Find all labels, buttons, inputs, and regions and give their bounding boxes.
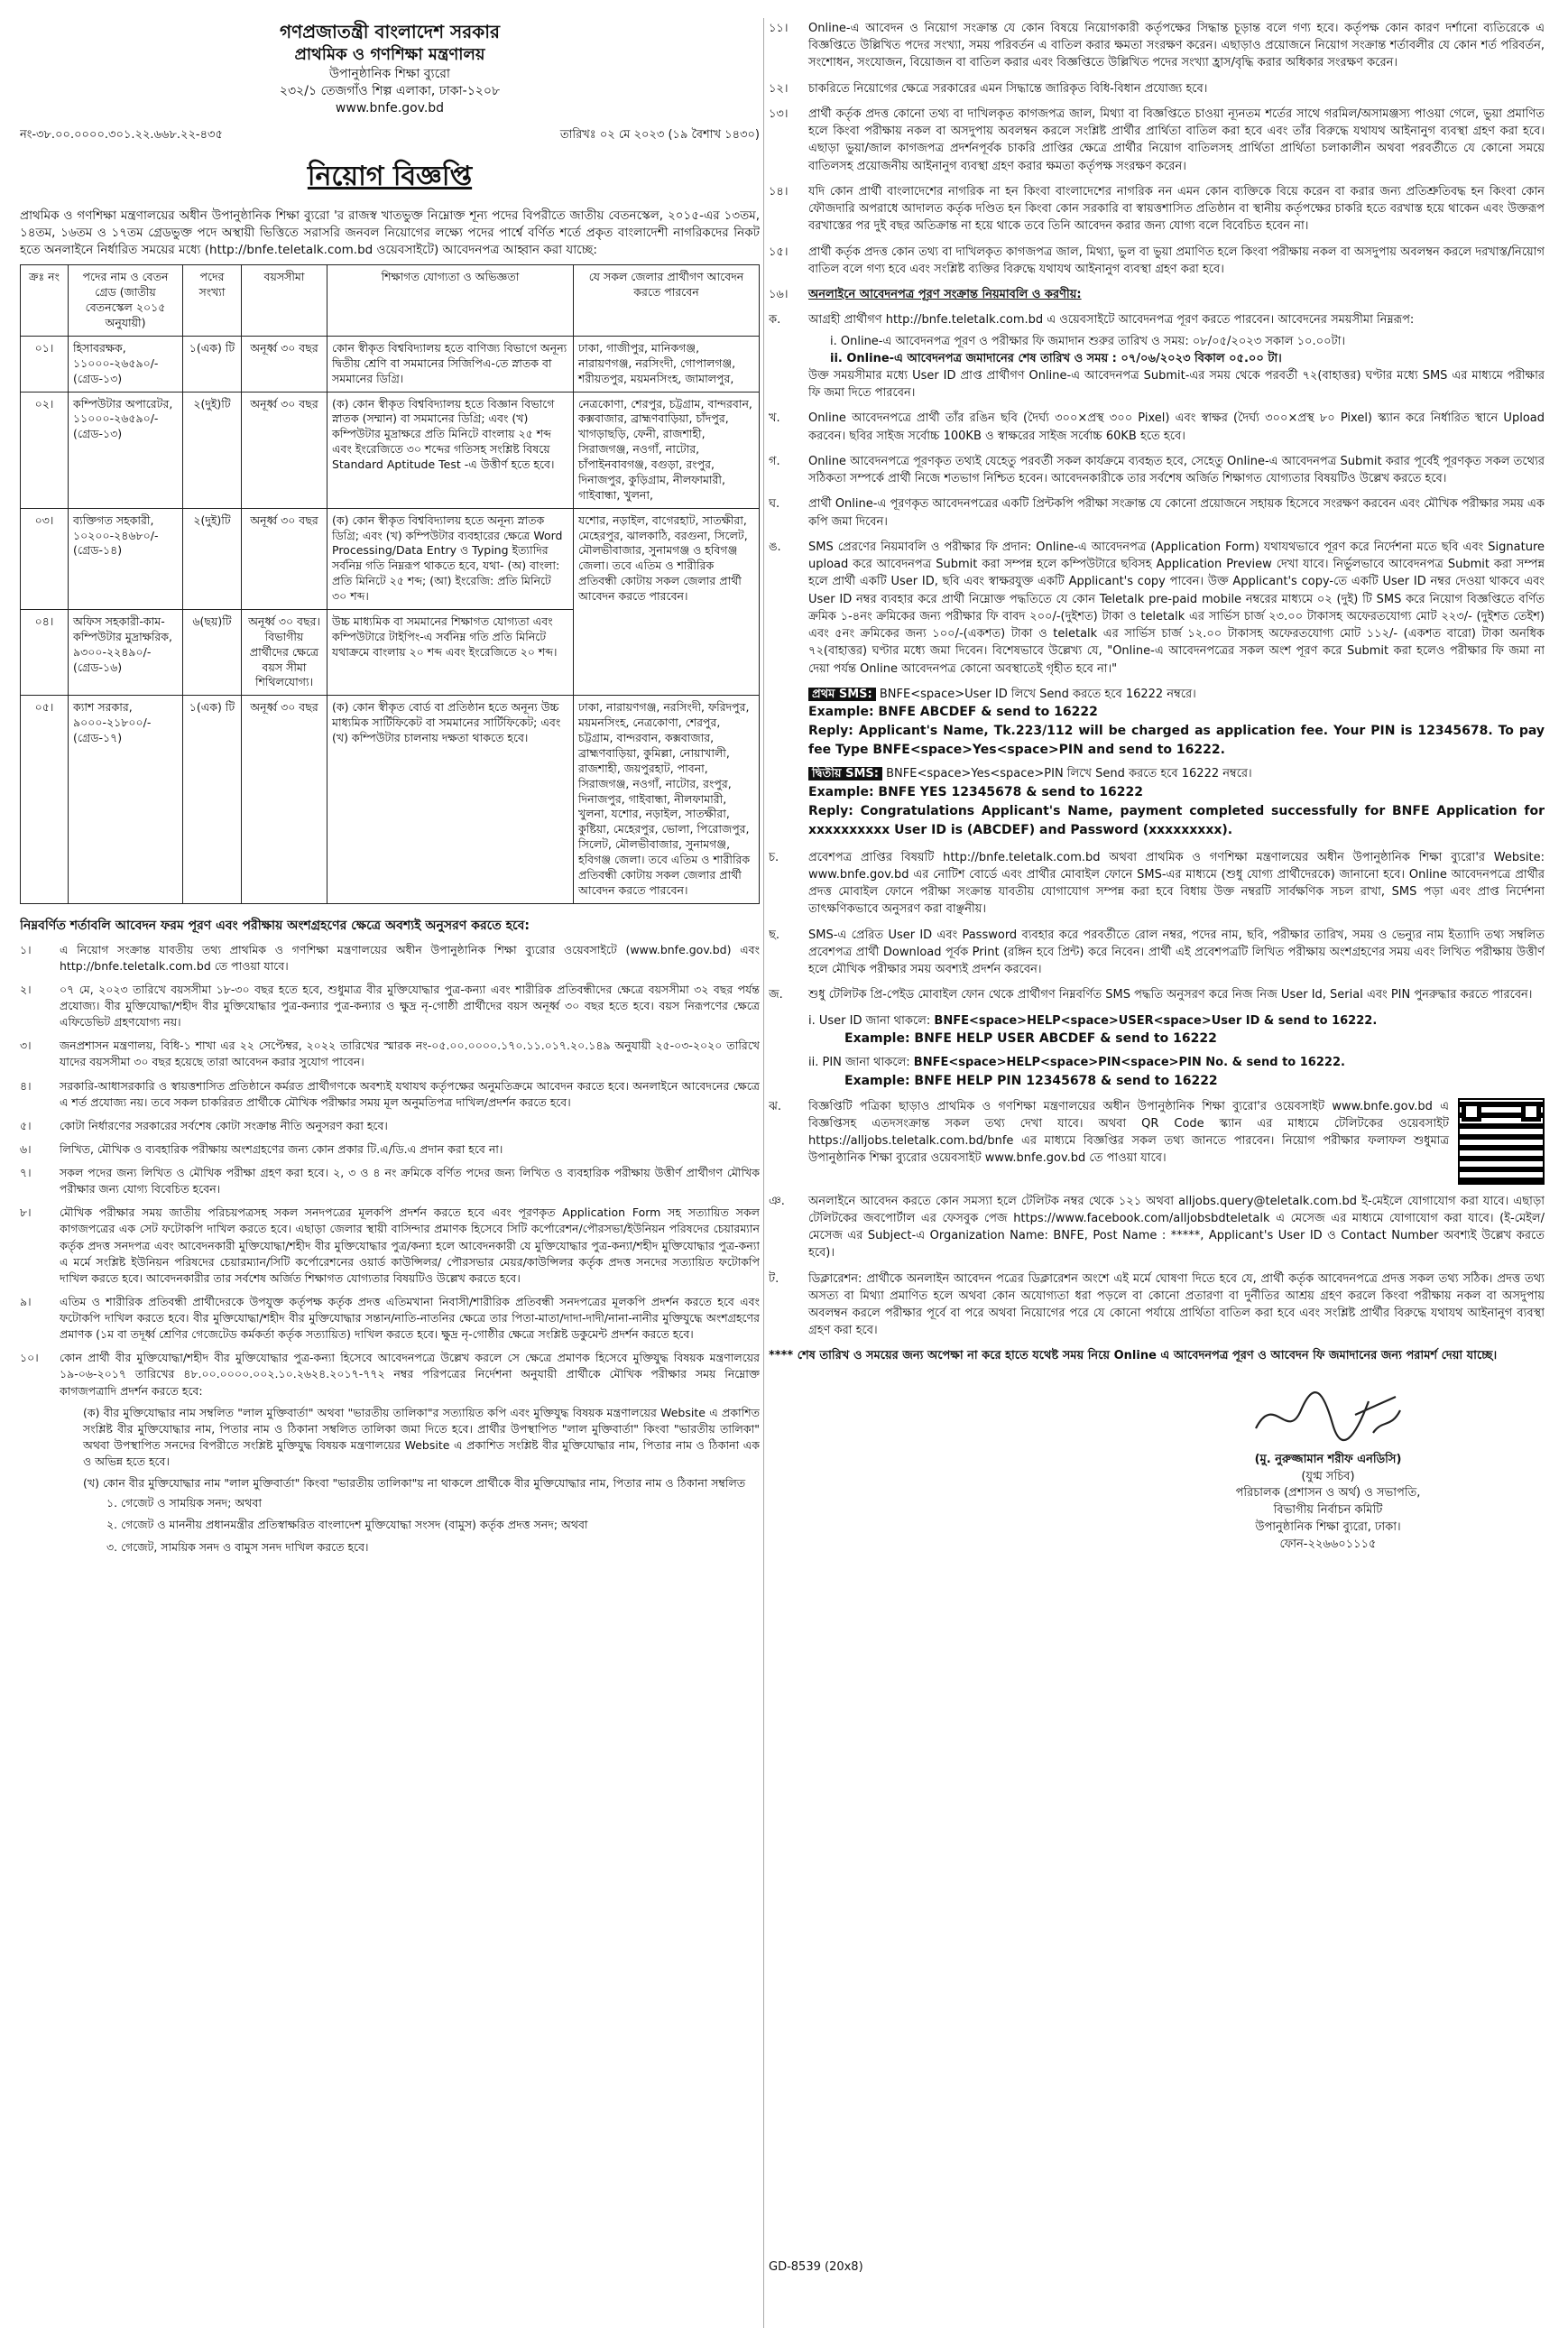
bureau-website: www.bnfe.gov.bd — [335, 101, 445, 116]
first-sms — [808, 686, 1545, 704]
item-text: প্রার্থী Online-এ পূরণকৃত আবেদনপত্রের একটি প্রিন্টকপি পরীক্ষা সংক্রান্ত যে কোনো প্রয়োজনে সহায়ক হিসেবে সংরক্ষণ করবেন এবং মৌখিক পরীক্ষার সময় এক কপি জমা দিবেন। — [808, 497, 1545, 529]
item-number: ১। — [20, 942, 32, 956]
bureau-address: ২৩২/১ তেজগাঁও শিল্প এলাকা, ঢাকা-১২০৮ — [279, 84, 501, 99]
item-number: ৭। — [20, 1166, 32, 1180]
list-item — [769, 410, 1545, 444]
qr-code-icon[interactable] — [1458, 1098, 1545, 1185]
sms-instructions — [808, 686, 1545, 840]
item-number: ২। — [20, 982, 32, 996]
right-column — [769, 20, 1545, 2310]
header-age: বয়সসীমা — [242, 265, 327, 337]
item-body — [808, 311, 1545, 402]
fee-deadline-note: উক্ত সময়সীমার মধ্যে User ID প্রাপ্ত প্রার্থীগণ Online-এ আবেদনপত্র Submit-এর সময় থেকে পরবর্তী ৭২(বাহাত্তর) ঘণ্টার মধ্যে SMS এর মাধ্যমে পরীক্ষার ফি জমা দিতে পারবেন। — [808, 368, 1545, 401]
signatory-phone: ফোন-২২৬৬০১১১৫ — [1279, 1537, 1377, 1551]
item-number: ৪। — [20, 1078, 32, 1093]
item-number: ক. — [769, 313, 781, 328]
row-count: ২(দুই)টি — [183, 392, 242, 508]
item-text: এ নিয়োগ সংক্রান্ত যাবতীয় তথ্য প্রাথমিক ও গণশিক্ষা মন্ত্রণালয়ের অধীন উপানুষ্ঠানিক শিক্ষা ব্যুরোর ওয়েবসাইটে (www.bnfe.gov.bd) এবং http://bnfe.teletalk.com.bd তে পাওয়া যাবে। — [60, 942, 760, 973]
row-serial: ০৩। — [21, 508, 69, 609]
list-item — [20, 1165, 760, 1197]
item-text: সকল পদের জন্য লিখিত ও মৌখিক পরীক্ষা গ্রহণ করা হবে। ২, ৩ ও ৪ নং ক্রমিকে বর্ণিত পদের জন্য লিখিত ও ব্যবহারিক পরীক্ষায় উত্তীর্ণ প্রার্থীগণ মৌখিক পরীক্ষার জন্য যোগ্য বিবেচিত হবেন। — [60, 1166, 760, 1196]
conditions-title: নিম্নবর্ণিত শর্তাবলি আবেদন ফরম পূরণ এবং পরীক্ষায় অংশগ্রহণের ক্ষেত্রে অবশ্যই অনুসরণ করতে হবে: — [20, 918, 530, 933]
list-item — [20, 1294, 760, 1343]
item-text: কোন প্রার্থী বীর মুক্তিযোদ্ধা/শহীদ বীর মুক্তিযোদ্ধার পুত্র-কন্যা হিসেবে আবেদনপত্রে উল্লেখ করলে সে ক্ষেত্রে প্রমাণক হিসেবে মুক্তিযুদ্ধ বিষয়ক মন্ত্রণালয়ের ১৯-০৬-২০১৭ তারিখের ৪৮.০০.০০০০.০০২.১০.২৬২৪.২০১৭-৭৭২ নম্বর পরিপত্রের নির্দেশনা অনুযায়ী প্রার্থীকে মৌখিক পরীক্ষার সময় নিম্নোক্ত কাগজপত্রাদি প্রদর্শন করতে হবে: — [60, 1351, 760, 1398]
list-item — [20, 1350, 760, 1560]
list-item — [769, 453, 1545, 487]
pin-help-label: ii. PIN জানা থাকলে: — [808, 1056, 910, 1070]
item-number: ১৩। — [769, 106, 789, 121]
row-count: ৬(ছয়)টি — [183, 609, 242, 695]
sub-item-text: বীর মুক্তিযোদ্ধার নাম সম্বলিত "লাল মুক্তিবার্তা" অথবা "ভারতীয় তালিকা"র সত্যায়িত কপি এবং মুক্তিযুদ্ধ বিষয়ক মন্ত্রণালয়ের Website এ প্রকাশিত সংশ্লিষ্ট বীর মুক্তিযোদ্ধার নাম, পিতার নাম ও ঠিকানা সম্বলিত তালিকা জমা দিতে হবে। প্রার্থীর উপস্থাপিত "লাল মুক্তিবার্তা" কিংবা "ভারতীয় তালিকা" অথবা উপস্থাপিত সনদের বিপরীতে সংশ্লিষ্ট মুক্তিযুদ্ধ বিষয়ক মন্ত্রণালয়ের Website এ প্রকাশিত সংশ্লিষ্ট বীর মুক্তিযোদ্ধার নাম, পিতার নাম ও ঠিকানা এক ও অভিন্ন হতে হবে। — [83, 1405, 760, 1469]
letterhead — [20, 20, 760, 117]
item-text: আগ্রহী প্রার্থীগণ http://bnfe.teletalk.com.bd এ ওয়েবসাইটে আবেদনপত্র পূরণ করতে পারবেন। আবেদনের সময়সীমা নিম্নরূপ: — [808, 313, 1415, 328]
item-number: ৬। — [20, 1141, 32, 1156]
memo-number: নং-৩৮.০০.০০০০.৩০১.২২.৬৬৮.২২-৪৩৫ — [20, 127, 223, 142]
item-number: খ. — [769, 411, 780, 426]
document-options — [106, 1495, 760, 1555]
item-text: সরকারি-আধাসরকারি ও স্বায়ত্তশাসিত প্রতিষ্ঠানে কর্মরত প্রার্থীগণকে অবশ্যই যথাযথ কর্তৃপক্ষের অনুমতিক্রমে আবেদন করতে হবে। অনলাইনে আবেদনের ক্ষেত্রে এ শর্ত প্রযোজ্য নয়। তবে সকল চাকরিরত প্রার্থীকে মৌখিক পরীক্ষার সময় মূল অনুমতিপত্র দাখিল/প্রদর্শন করতে হবে। — [60, 1078, 760, 1109]
item-number: ঞ. — [769, 1194, 785, 1208]
first-sms-label: প্রথম SMS: — [808, 688, 876, 701]
item-number: ১২। — [769, 81, 789, 96]
row-post: হিসাবরক্ষক, ১১০০০-২৬৫৯০/- (গ্রেড-১৩) — [69, 336, 183, 392]
list-item — [769, 495, 1545, 530]
row-qualification: (ক) কোন স্বীকৃত বোর্ড বা প্রতিষ্ঠান হতে অনূন্য উচ্চ মাধ্যমিক সার্টিফিকেট বা সমমানের সার্টিফিকেট; এবং (খ) কম্পিউটার চালনায় দক্ষতা থাকতে হবে। — [327, 696, 574, 903]
reference-line — [20, 126, 760, 145]
item-text: SMS-এ প্রেরিত User ID এবং Password ব্যবহার করে পরবর্তীতে রোল নম্বর, পদের নাম, ছবি, পরীক্ষার তারিখ, সময় ও ভেন্যুর নাম ইত্যাদি তথ্য সম্বলিত প্রবেশপত্র প্রার্থী Download পূর্বক Print (রঙ্গিন হবে প্রিন্ট) করে নিবেন। প্রার্থী এই প্রবেশপত্রটি লিখিত পরীক্ষায় অংশগ্রহণের সময় এবং লিখিত পরীক্ষায় উত্তীর্ণ হলে মৌখিক পরীক্ষার সময় অবশ্যই প্রদর্শন করবেন। — [808, 928, 1545, 977]
right-list — [769, 20, 1545, 1365]
row-serial: ০২। — [21, 392, 69, 508]
item-text: কোটা নির্ধারণের সরকারের সর্বশেষ কোটা সংক্রান্ত নীতি অনুসরণ করা হবে। — [60, 1118, 388, 1132]
list-item — [20, 1118, 760, 1134]
row-qualification: (ক) কোন স্বীকৃত বিশ্ববিদ্যালয় হতে অনূন্য স্নাতক ডিগ্রি; এবং (খ) কম্পিউটার ব্যবহারের ক্ষেত্রে Word Processing/Data Entry ও Typing ইত্যাদির সর্বনিম্ন গতি নিম্নরূপ থাকতে হবে, যথা- (অ) বাংলা: প্রতি মিনিটে ২৫ শব্দ; (আ) ইংরেজি: প্রতি মিনিটে ৩০ শব্দ। — [327, 508, 574, 609]
signatory-office: উপানুষ্ঠানিক শিক্ষা ব্যুরো, ঢাকা। — [1255, 1520, 1401, 1535]
sub-item — [83, 1405, 760, 1471]
signatory-name: (মু. নুরুজ্জামান শরীফ এনডিসি) — [1254, 1452, 1402, 1466]
document-option: ৩. গেজেট, সাময়িক সনদ ও বামুস সনদ দাখিল করতে হবে। — [106, 1539, 369, 1554]
signature-mark-icon — [1247, 1383, 1409, 1446]
list-item — [20, 942, 760, 974]
second-sms-reply: Reply: Congratulations Applicant's Name, payment completed successfully for BNFE Application for xxxxxxxxxx User ID is (ABCDEF) and Password (xxxxxxxxx). — [808, 803, 1545, 837]
list-item — [769, 1270, 1545, 1340]
header-qualification: শিক্ষাগত যোগ্যতা ও অভিজ্ঞতা — [327, 265, 574, 337]
table-row — [21, 392, 760, 508]
sub-item — [83, 1475, 760, 1556]
row-post: ব্যক্তিগত সহকারী, ১০২০০-২৪৬৮০/- (গ্রেড-১৪) — [69, 508, 183, 609]
column-divider — [763, 18, 764, 2328]
list-item — [20, 1205, 760, 1287]
left-column — [20, 20, 760, 2310]
second-sms-text: BNFE<space>Yes<space>PIN লিখে Send করতে হবে 16222 নম্বরে। — [886, 767, 1252, 781]
row-post: অফিস সহকারী-কাম-কম্পিউটার মুদ্রাক্ষরিক, ৯৩০০-২২৪৯০/- (গ্রেড-১৬) — [69, 609, 183, 695]
first-sms-reply: Reply: Applicant's Name, Tk.223/112 will be charged as application fee. Your PIN is 12345678. To pay fee Type BNFE<space>Yes<space>PIN and send to 16222. — [808, 724, 1545, 758]
row-count: ১(এক) টি — [183, 696, 242, 903]
sub-item-label: (খ) — [83, 1476, 99, 1491]
bureau-name: উপানুষ্ঠানিক শিক্ষা ব্যুরো — [329, 67, 450, 82]
row-qualification: উচ্চ মাধ্যমিক বা সমমানের শিক্ষাগত যোগ্যতা এবং কম্পিউটারে টাইপিং-এ সর্বনিম্ন গতি প্রতি মিনিটে যথাক্রমে বাংলায় ২০ শব্দ এবং ইংরেজিতে ২০ শব্দ। — [327, 609, 574, 695]
row-serial: ০৪। — [21, 609, 69, 695]
list-item — [769, 1193, 1545, 1262]
user-id-help-label: i. User ID জানা থাকলে: — [808, 1013, 931, 1028]
item-number: চ. — [769, 850, 779, 864]
row-age: অনূর্ধ্ব ৩০ বছর — [242, 336, 327, 392]
item-text: SMS প্রেরণের নিয়মাবলি ও পরীক্ষার ফি প্রদান: Online-এ আবেদনপত্র (Application Form) যথাযথভাবে পূরণ করে নির্দেশনা মতে ছবি এবং Signature upload করে আবেদনপত্র Submit করা সম্পন্ন হলে কম্পিউটারে ছবিসহ Application Preview দেখা যাবে। নির্ভুলভাবে আবেদনপত্র Submit করা সম্পন্ন হলে প্রার্থী একটি User ID, ছবি এবং স্বাক্ষরযুক্ত একটি Applicant's copy পাবেন। উক্ত Applicant's copy-তে একটি User ID নম্বর দেওয়া থাকবে এবং User ID নম্বর ব্যবহার করে প্রার্থী নিম্নোক্ত পদ্ধতিতে যে কোন Teletalk pre-paid mobile নম্বরের মাধ্যমে ০২ (দুই) টি SMS করে নিয়োগ বিজ্ঞপ্তিতে বর্ণিত ক্রমিক ১-৪নং ক্রমিকের জন্য পরীক্ষার ফি বাবদ ২০০/-(দুইশত) টাকা ও teletalk এর সার্ভিস চার্জ ২৩.০০ টাকাসহ অফেরতযোগ্য মোট ২২৩/- (দুইশত তেইশ) এবং ৫নং ক্রমিকের জন্য ১০০/-(একশত) টাকা ও teletalk এর সার্ভিস চার্জ ১২.০০ টাকাসহ অফেরতযোগ্য মোট ১১২/- (একশত বারো) টাকা অনধিক ৭২(বাহাত্তর) ঘণ্টার মধ্যে জমা দিবেন। বিশেষভাবে উল্লেখ্য যে, "Online-এ আবেদনপত্রের সকল অংশ পূরণ করে Submit করা হলেও পরীক্ষার ফি জমা না দেয়া পর্যন্ত Online আবেদনপত্র কোনো অবস্থাতেই গৃহীত হবে না।" — [808, 540, 1545, 676]
signatory-rank: (যুগ্ম সচিব) — [1301, 1469, 1355, 1483]
item-text: ডিক্লারেশন: প্রার্থীকে অনলাইন আবেদন পত্রের ডিক্লারেশন অংশে এই মর্মে ঘোষণা দিতে হবে যে, প্রার্থী কর্তৃক আবেদনপত্রে প্রদত্ত সকল তথ্য সঠিক। প্রদত্ত তথ্য অসত্য বা মিথ্যা প্রমাণিত হলে অথবা কোন অযোগ্যতা ধরা পড়লে বা কোনো প্রতারণা বা দুর্নীতির আশ্রয় গ্রহণ করলে কিংবা পরীক্ষায় নকল বা অসদুপায় অবলম্বন করলে পরীক্ষার পূর্বে বা পরে অথবা নিয়োগের পরে যে কোনো পর্যায়ে প্রার্থিতা বাতিল করা হবে এবং সংশ্লিষ্ট প্রার্থীর বিরুদ্ধে যথাযথ আইনানুগ ব্যবস্থা গ্রহণ করা হবে। — [808, 1271, 1545, 1338]
start-date: i. Online-এ আবেদনপত্র পূরণ ও পরীক্ষার ফি জমাদান শুরুর তারিখ ও সময়: ০৮/০৫/২০২৩ সকাল ১০.০০টা। — [830, 334, 1346, 348]
item-text: ০৭ মে, ২০২৩ তারিখে বয়সসীমা ১৮-৩০ বছর হতে হবে, শুধুমাত্র বীর মুক্তিযোদ্ধার পুত্র-কন্যা এবং শারীরিক প্রতিবন্ধীদের ক্ষেত্রে বয়সসীমা ৩২ বছর পর্যন্ত প্রযোজ্য। বীর মুক্তিযোদ্ধা/শহীদ বীর মুক্তিযোদ্ধার পুত্র-কন্যার পুত্র-কন্যার ও ক্ষুদ্র নৃ-গোষ্ঠী প্রার্থীদের বয়স অনূর্ধ্ব ৩০ বছর হতে হবে। বয়স নিরূপণের ক্ষেত্রে এফিডেভিট গ্রহণযোগ্য নয়। — [60, 982, 760, 1030]
list-item — [769, 244, 1545, 278]
conditions-list — [20, 942, 760, 1561]
table-row — [21, 508, 760, 609]
item-text: প্রার্থী কর্তৃক প্রদত্ত কোনো তথ্য বা দাখিলকৃত কাগজপত্র জাল, মিথ্যা বা বিজ্ঞপ্তিতে চাওয়া ন্যূনতম শর্তের সাথে গরমিল/অসামঞ্জস্য পাওয়া গেলে, ভুয়া প্রমাণিত হলে কিংবা পরীক্ষায় নকল বা অসদুপায় অবলম্বন করলে সংশ্লিষ্ট প্রার্থীর প্রার্থিতা বাতিল করা হবে এবং তাঁর বিরুদ্ধে যথাযথ আইনানুগ ব্যবস্থা গ্রহণ করা হবে। এছাড়া ভুয়া/জাল কাগজপত্র প্রদর্শনপূর্বক চাকরি প্রাপ্তির ক্ষেত্রে প্রার্থীর নিয়োগ বাতিলসহ প্রার্থিতা প্রার্থিতা চলাকালীন অথবা পরবর্তীতে যে কোনো সময়ে বাতিলসহ প্রয়োজনীয় আইনানুগ ব্যবস্থা গ্রহণ করার ক্ষমতা কর্তৃপক্ষ সংরক্ষণ করেন। — [808, 106, 1545, 173]
item-number: গ. — [769, 454, 780, 468]
user-id-help-text: BNFE<space>HELP<space>USER<space>User ID & send to 16222. — [934, 1013, 1378, 1028]
list-item — [20, 982, 760, 1030]
first-sms-example: Example: BNFE ABCDEF & send to 16222 — [808, 705, 1098, 720]
closing-note: **** শেষ তারিখ ও সময়ের জন্য অপেক্ষা না করে হাতে যথেষ্ট সময় নিয়ে Online এ আবেদনপত্র পূরণ ও আবেদন ফি জমাদানের জন্য পরামর্শ দেয়া যাচ্ছে। — [769, 1349, 1498, 1363]
list-item — [20, 1038, 760, 1070]
pin-help-text: BNFE<space>HELP<space>PIN<space>PIN No. & send to 16222. — [913, 1056, 1345, 1070]
row-districts: ঢাকা, গাজীপুর, মানিকগঞ্জ, নারায়ণগঞ্জ, নরসিংদী, গোপালগঞ্জ, শরীয়তপুর, ময়মনসিংহ, জামালপুর, — [574, 336, 760, 392]
pin-help-example-row — [844, 1072, 1545, 1091]
item-text: বিজ্ঞপ্তিটি পত্রিকা ছাড়াও প্রাথমিক ও গণশিক্ষা মন্ত্রণালয়ের অধীন উপানুষ্ঠানিক শিক্ষা ব্যুরো'র ওয়েবসাইট www.bnfe.gov.bd এ বিজ্ঞপ্তিসহ এতদসংক্রান্ত সকল তথ্য দেখা যাবে। অথবা QR Code স্ক্যান এর মাধ্যমে টেলিটকের ওয়েবসাইট https://alljobs.teletalk.com.bd/bnfe এর মাধ্যমে বিজ্ঞপ্তির সকল তথ্য জানতে পারবেন। নিয়োগ পরীক্ষার ফলাফল শুধুমাত্র উপানুষ্ঠানিক শিক্ষা ব্যুরোর ওয়েবসাইট www.bnfe.gov.bd তে পাওয়া যাবে। — [808, 1099, 1449, 1166]
second-sms-label: দ্বিতীয় SMS: — [808, 767, 882, 780]
pin-help — [808, 1054, 1545, 1072]
list-item — [769, 927, 1545, 979]
item-text: Online আবেদনপত্রে প্রার্থী তাঁর রঙিন ছবি (দৈর্ঘ্য ৩০০×প্রস্থ ৩০০ Pixel) এবং স্বাক্ষর (দৈর্ঘ্য ৩০০×প্রস্থ ৮০ Pixel) স্ক্যান করে নির্ধারিত স্থানে Upload করবেন। ছবির সাইজ সর্বোচ্চ 100KB ও স্বাক্ষরের সাইজ সর্বোচ্চ 60KB হতে হবে। — [808, 411, 1545, 443]
document-option: ১. গেজেট ও সাময়িক সনদ; অথবা — [106, 1496, 262, 1510]
end-date: ii. Online-এ আবেদনপত্র জমাদানের শেষ তারিখ ও সময় : ০৭/০৬/২০২৩ বিকাল ০৫.০০ টা। — [830, 351, 1282, 365]
first-sms-text: BNFE<space>User ID লিখে Send করতে হবে 16222 নম্বরে। — [879, 687, 1196, 701]
header-count: পদের সংখ্যা — [183, 265, 242, 337]
user-id-help — [808, 1012, 1545, 1030]
item-number: ১১। — [769, 22, 789, 35]
item-number: ঝ. — [769, 1099, 781, 1113]
row-post: ক্যাশ সরকার, ৯০০০-২১৮০০/- (গ্রেড-১৭) — [69, 696, 183, 903]
item-text: মৌখিক পরীক্ষার সময় জাতীয় পরিচয়পত্রসহ সকল সনদপত্রের মূলকপি প্রদর্শন করতে হবে এবং পূরণকৃত Application Form সহ সত্যায়িত সকল কাগজপত্রের এক সেট ফটোকপি দাখিল করতে হবে। এছাড়া জেলার স্থায়ী বাসিন্দার প্রমাণক হিসেবে সিটি কর্পোরেশন/পৌরসভা/ইউনিয়ন পরিষদের চেয়ারম্যান কর্তৃক প্রদত্ত সনদপত্র এবং আবেদনকারী মুক্তিযোদ্ধা/শহীদ বীর মুক্তিযোদ্ধার পুত্র/কন্যা হলে আবেদনকারী যে মুক্তিযোদ্ধার পুত্র-কন্যা/শহীদ মুক্তিযোদ্ধার পুত্র-কন্যা এ মর্মে সংশ্লিষ্ট ইউনিয়ন পরিষদের চেয়ারম্যান/সিটি কর্পোরেশনের ওয়ার্ড কাউন্সিলর/ পৌরসভার মেয়র/কাউন্সিলর কর্তৃক প্রদত্ত সনদের সত্যায়িত ফটোকপি দাখিল করতে হবে। আবেদনকারীর তার সর্বশেষ অর্জিত শিক্ষাগত যোগ্যতার বিষয়টিও উল্লেখ করতে হবে। — [60, 1205, 760, 1285]
list-item — [769, 106, 1545, 175]
document-option: ২. গেজেট ও মাননীয় প্রধানমন্ত্রীর প্রতিস্বাক্ষরিত বাংলাদেশ মুক্তিযোদ্ধা সংসদ (বামুস) কর্তৃক প্রদত্ত সনদ; অথবা — [106, 1518, 588, 1532]
item-number: জ. — [769, 988, 783, 1002]
list-item — [20, 1141, 760, 1158]
item-number: ৯। — [20, 1294, 32, 1308]
item-number: ৩। — [20, 1039, 32, 1053]
gd-code: GD-8539 (20x8) — [769, 2260, 863, 2274]
table-header-row — [21, 265, 760, 337]
online-section-heading — [769, 286, 1545, 303]
government-name: গণপ্রজাতন্ত্রী বাংলাদেশ সরকার — [280, 21, 500, 42]
item-number: ঘ. — [769, 497, 780, 512]
list-item — [769, 183, 1545, 236]
item-text: Online-এ আবেদন ও নিয়োগ সংক্রান্ত যে কোন বিষয়ে নিয়োগকারী কর্তৃপক্ষের সিদ্ধান্ত চূড়ান্ত বলে গণ্য হবে। কর্তৃপক্ষ কোন কারণ দর্শানো ব্যতিরেকে এ বিজ্ঞপ্তিতে উল্লিখিত পদের সংখ্যা, সময় পরিবর্তন এ বাতিল করার ক্ষমতা সংরক্ষণ করেন। এছাড়াও প্রয়োজনে নিয়োগ সংক্রান্ত শর্তাবলীর যে কোন শর্ত পরিবর্তন, সংশোধন, সংযোজন, বিয়োজন বা বাতিল করার এবং বিজ্ঞপ্তিতে উল্লিখিত পদের সংখ্যা হ্রাস/বৃদ্ধি করার অধিকার সংরক্ষণ করেন। — [808, 22, 1545, 70]
header-districts: যে সকল জেলার প্রার্থীগণ আবেদন করতে পারবেন — [574, 265, 760, 337]
table-row — [21, 696, 760, 903]
user-id-example-label: Example: — [844, 1031, 910, 1047]
pin-example: BNFE HELP PIN 12345678 & send to 16222 — [914, 1073, 1218, 1088]
row-qualification: (ক) কোন স্বীকৃত বিশ্ববিদ্যালয় হতে বিজ্ঞান বিভাগে স্নাতক (সম্মান) বা সমমানের ডিগ্রি; এবং (খ) কম্পিউটার মুদ্রাক্ষরে প্রতি মিনিটে বাংলায় ২৫ শব্দ এবং ইংরেজিতে ৩০ শব্দের গতিসহ সংশ্লিষ্ট বিষয়ে Standard Aptitude Test -এ উত্তীর্ণ হতে হবে। — [327, 392, 574, 508]
row-count: ১(এক) টি — [183, 336, 242, 392]
item-number: ১৫। — [769, 245, 789, 259]
online-heading-text: অনলাইনে আবেদনপত্র পূরণ সংক্রান্ত নিয়মাবলি ও করণীয়: — [808, 288, 1082, 302]
list-item — [769, 849, 1545, 919]
item-text: জনপ্রশাসন মন্ত্রণালয়, বিধি-১ শাখা এর ২২ সেপ্টেম্বর, ২০২২ তারিখের স্মারক নং-০৫.০০.০০০০.১৭০.১১.০১৭.২০.১৪৯ অনুযায়ী ২৫-০৩-২০২০ তারিখে যাদের বয়সসীমা ৩০ বছর হয়েছে তারা আবেদন করার সুযোগ পাবেন। — [60, 1039, 760, 1069]
item-text: যদি কোন প্রার্থী বাংলাদেশের নাগরিক না হন কিংবা বাংলাদেশের নাগরিক নন এমন কোন ব্যক্তিকে বিয়ে করেন বা করার জন্য প্রতিশ্রুতিবদ্ধ হন কিংবা কোন ফৌজদারি অপরাধে আদালত কর্তৃক দণ্ডিত হন কিংবা কোন সরকারি বা স্বায়ত্তশাসিত প্রতিষ্ঠান বা স্থানীয় কর্তৃপক্ষের চাকরি হতে বরখাস্ত হয়ে থাকেন এবং উক্তরূপ বরখাস্তের পর দুই বছর অতিক্রান্ত না হয়ে থাকে তবে তিনি আবেদন করার জন্য যোগ্য বলে বিবেচিত হবেন না। — [808, 184, 1545, 234]
list-item — [769, 539, 1545, 678]
item-text: শুধু টেলিটক প্রি-পেইড মোবাইল ফোন থেকে প্রার্থীগণ নিম্নবর্ণিত SMS পদ্ধতি অনুসরণ করে নিজ নিজ User Id, Serial এবং PIN পুনরুদ্ধার করতে পারবেন। — [808, 988, 1533, 1002]
second-sms — [808, 765, 1545, 783]
row-age: অনূর্ধ্ব ৩০ বছর — [242, 696, 327, 903]
item-number: ঙ. — [769, 540, 781, 554]
row-districts: ঢাকা, নারায়ণগঞ্জ, নরসিংদী, ফরিদপুর, ময়মনসিংহ, নেত্রকোণা, শেরপুর, চট্টগ্রাম, বান্দরবান, কক্সবাজার, ব্রাহ্মণবাড়িয়া, কুমিল্লা, নোয়াখালী, রাজশাহী, জয়পুরহাট, পাবনা, সিরাজগঞ্জ, নওগাঁ, নাটোর, রংপুর, দিনাজপুর, গাইবান্ধা, নীলফামারী, খুলনা, যশোর, নড়াইল, সাতক্ষীরা, কুষ্টিয়া, মেহেরপুর, ভোলা, পিরোজপুর, সিলেট, মৌলভীবাজার, সুনামগঞ্জ, হবিগঞ্জ জেলা। তবে এতিম ও শারীরিক প্রতিবন্ধী কোটায় সকল জেলার প্রার্থী আবেদন করতে পারবেন। — [574, 696, 760, 903]
item-text: লিখিত, মৌখিক ও ব্যবহারিক পরীক্ষায় অংশগ্রহণের জন্য কোন প্রকার টি.এ/ডি.এ প্রদান করা হবে না। — [60, 1141, 503, 1156]
row-post: কম্পিউটার অপারেটর, ১১০০০-২৬৫৯০/- (গ্রেড-১৩) — [69, 392, 183, 508]
header-serial: ক্রঃ নং — [21, 265, 69, 337]
qr-item-body — [808, 1098, 1545, 1185]
vacancy-table — [20, 264, 760, 903]
row-serial: ০৫। — [21, 696, 69, 903]
intro-paragraph: প্রাথমিক ও গণশিক্ষা মন্ত্রণালয়ের অধীন উপানুষ্ঠানিক শিক্ষা ব্যুরো 'র রাজস্ব খাতভুক্ত নিম্নোক্ত শূন্য পদের বিপরীতে জাতীয় বেতনস্কেল, ২০১৫-এর ১৩তম, ১৪তম, ১৬তম ও ১৭তম গ্রেডভুক্ত পদে অস্থায়ী ভিত্তিতে সরাসরি জনবল নিয়োগের লক্ষ্যে পদের পার্শ্বে বর্ণিত শর্তে প্রকৃত বাংলাদেশী নাগরিকদের নিকট হতে অনলাইনে নির্ধারিত সময়ের মধ্যে (http://bnfe.teletalk.com.bd ওয়েবসাইটে) আবেদনপত্র আহ্বান করা যাচ্ছে: — [20, 208, 760, 258]
item-text: প্রবেশপত্র প্রাপ্তির বিষয়টি http://bnfe.teletalk.com.bd অথবা প্রাথমিক ও গণশিক্ষা মন্ত্রণালয়ের অধীন উপানুষ্ঠানিক শিক্ষা ব্যুরো'র Website: www.bnfe.gov.bd এর নোটিশ বোর্ডে এবং প্রার্থীর মোবাইল ফোনে SMS-এর মাধ্যমে (শুধু যোগ্য প্রার্থীদেরকে) জানানো হবে। Online আবেদনপত্রে প্রার্থীর প্রদত্ত মোবাইল ফোনে পরীক্ষা সংক্রান্ত যাবতীয় যোগাযোগ সম্পন্ন করা হবে বিধায় উক্ত নম্বরটি সার্বক্ষণিক সচল রাখা, SMS পড়া এবং প্রাপ্ত নির্দেশনা তাৎক্ষণিকভাবে অনুসরণ করা বাঞ্ছনীয়। — [808, 850, 1545, 917]
sub-item-text: কোন বীর মুক্তিযোদ্ধার নাম "লাল মুক্তিবার্তা" কিংবা "ভারতীয় তালিকা"য় না থাকলে প্রার্থীকে বীর মুক্তিযোদ্ধার নাম, পিতার নাম ও ঠিকানা সম্বলিত — [102, 1476, 746, 1491]
list-item — [769, 986, 1545, 1003]
recovery-instructions — [808, 1012, 1545, 1091]
row-age: অনূর্ধ্ব ৩০ বছর। বিভাগীয় প্রার্থীদের ক্ষেত্রে বয়স সীমা শিথিলযোগ্য। — [242, 609, 327, 695]
item-number: ৮। — [20, 1205, 32, 1220]
signatory-committee: বিভাগীয় নির্বাচন কমিটি — [1273, 1503, 1383, 1518]
item-text: অনলাইনে আবেদন করতে কোন সমস্যা হলে টেলিটক নম্বর থেকে ১২১ অথবা alljobs.query@teletalk.com.bd ই-মেইলে যোগাযোগ করা যাবে। এছাড়া টেলিটকের জবপোর্টাল এর ফেসবুক পেজ https://www.facebook.com/alljobsbdteletalk এ মেসেজ এর মাধ্যমে যোগাযোগ করা যাবে। (ই-মেইল/মেসেজ এর Subject-এ Organization Name: BNFE, Post Name : *****, Applicant's User ID ও Contact Number অবশ্যই উল্লেখ করতে হবে)। — [808, 1194, 1545, 1261]
table-row — [21, 336, 760, 392]
sub-list — [83, 1405, 760, 1556]
row-qualification: কোন স্বীকৃত বিশ্ববিদ্যালয় হতে বাণিজ্য বিভাগে অনূন্য দ্বিতীয় শ্রেণি বা সমমানের সিজিপিএ-তে স্নাতক বা সমমানের ডিগ্রি। — [327, 336, 574, 392]
list-item — [769, 80, 1545, 97]
list-item — [769, 20, 1545, 72]
item-text: এতিম ও শারীরিক প্রতিবন্ধী প্রার্থীদেরকে উপযুক্ত কর্তৃপক্ষ কর্তৃক প্রদত্ত এতিমখানা নিবাসী/শারীরিক প্রতিবন্ধী সনদপত্রের মূলকপি প্রদর্শন করতে হবে এবং ফটোকপি দাখিল করতে হবে। বীর মুক্তিযোদ্ধা/শহীদ বীর মুক্তিযোদ্ধার সন্তান/নাতি-নাতনির ক্ষেত্রে তার পিতা-মাতা/দাদা-দাদী/নানা-নানীর মুক্তিযুদ্ধে অংশগ্রহণের প্রমাণক (১ম বা তদূর্ধ্ব শ্রেণির গেজেটেড কর্মকর্তা কর্তৃক সত্যায়িত) দাখিল করতে হবে। ক্ষুদ্র নৃ-গোষ্ঠীর ক্ষেত্রে সংশ্লিষ্ট ডকুমেন্ট প্রদর্শন করতে হবে। — [60, 1294, 760, 1342]
row-districts: যশোর, নড়াইল, বাগেরহাট, সাতক্ষীরা, মেহেরপুর, ঝালকাঠি, বরগুনা, সিলেট, মৌলভীবাজার, সুনামগঞ্জ ও হবিগঞ্জ জেলা। তবে এতিম ও শারীরিক প্রতিবন্ধী কোটায় সকল জেলার প্রার্থী আবেদন করতে পারবেন। — [574, 508, 760, 696]
notice-title: নিয়োগ বিজ্ঞপ্তি — [307, 160, 473, 192]
deadline-list — [830, 333, 1545, 367]
item-text: চাকরিতে নিয়োগের ক্ষেত্রে সরকারের এমন সিদ্ধান্তে জারিকৃত বিধি-বিধান প্রযোজ্য হবে। — [808, 81, 1208, 96]
item-number: ট. — [769, 1271, 779, 1286]
signatory-title: পরিচালক (প্রশাসন ও অর্থ) ও সভাপতি, — [1235, 1486, 1421, 1501]
row-age: অনূর্ধ্ব ৩০ বছর — [242, 508, 327, 609]
header-post: পদের নাম ও বেতন গ্রেড (জাতীয় বেতনস্কেল ২০১৫ অনুযায়ী) — [69, 265, 183, 337]
ministry-name: প্রাথমিক ও গণশিক্ষা মন্ত্রণালয় — [294, 45, 485, 64]
signature-block — [769, 1383, 1545, 1554]
row-districts: নেত্রকোণা, শেরপুর, চট্টগ্রাম, বান্দরবান, কক্সবাজার, ব্রাহ্মণবাড়িয়া, চাঁদপুর, খাগড়াছড়ি, ফেনী, রাজশাহী, সিরাজগঞ্জ, নওগাঁ, নাটোর, চাঁপাইনবাবগঞ্জ, বগুড়া, রংপুর, দিনাজপুর, কুড়িগ্রাম, নীলফামারী, গাইবান্ধা, খুলনা, — [574, 392, 760, 508]
item-number: ১৬। — [769, 288, 789, 302]
item-text: প্রার্থী কর্তৃক প্রদত্ত কোন তথ্য বা দাখিলকৃত কাগজপত্র জাল, মিথ্যা, ভুল বা ভুয়া প্রমাণিত হলে কিংবা পরীক্ষায় নকল বা অসদুপায় অবলম্বন করলে দরখাস্ত/নিয়োগ বাতিল বলে গণ্য হবে এবং সংশ্লিষ্ট ব্যক্তির বিরুদ্ধে যথাযথ আইনানুগ ব্যবস্থা গ্রহণ করা হবে। — [808, 245, 1545, 276]
item-number: ছ. — [769, 928, 780, 942]
sub-item-label: (ক) — [83, 1405, 100, 1419]
row-age: অনূর্ধ্ব ৩০ বছর — [242, 392, 327, 508]
issue-date: তারিখঃ ০২ মে ২০২৩ (১৯ বৈশাখ ১৪৩০) — [559, 127, 760, 142]
pin-example-label: Example: — [844, 1073, 910, 1088]
row-count: ২(দুই)টি — [183, 508, 242, 609]
item-number: ৫। — [20, 1118, 32, 1132]
list-item — [769, 1098, 1545, 1185]
row-serial: ০১। — [21, 336, 69, 392]
user-id-example: BNFE HELP USER ABCDEF & send to 16222 — [914, 1031, 1217, 1047]
item-number: ১০। — [20, 1351, 39, 1365]
list-item — [20, 1078, 760, 1111]
second-sms-example: Example: BNFE YES 12345678 & send to 16222 — [808, 784, 1143, 799]
item-number: ১৪। — [769, 184, 789, 199]
user-id-help-example-row — [844, 1030, 1545, 1048]
item-text: Online আবেদনপত্রে পূরণকৃত তথ্যই যেহেতু পরবর্তী সকল কার্যক্রমে ব্যবহৃত হবে, সেহেতু Online-এ আবেদনপত্র Submit করার পূর্বেই পূরণকৃত সকল তথ্যের সঠিকতা সম্পর্কে প্রার্থী নিজে শতভাগ নিশ্চিত হবেন। আবেদনকারীকে তার সর্বশেষ অর্জিত শিক্ষাগত যোগ্যতার বিষয়টিও উল্লেখ করতে হবে। — [808, 454, 1545, 486]
list-item — [769, 311, 1545, 402]
item-body — [60, 1350, 760, 1560]
